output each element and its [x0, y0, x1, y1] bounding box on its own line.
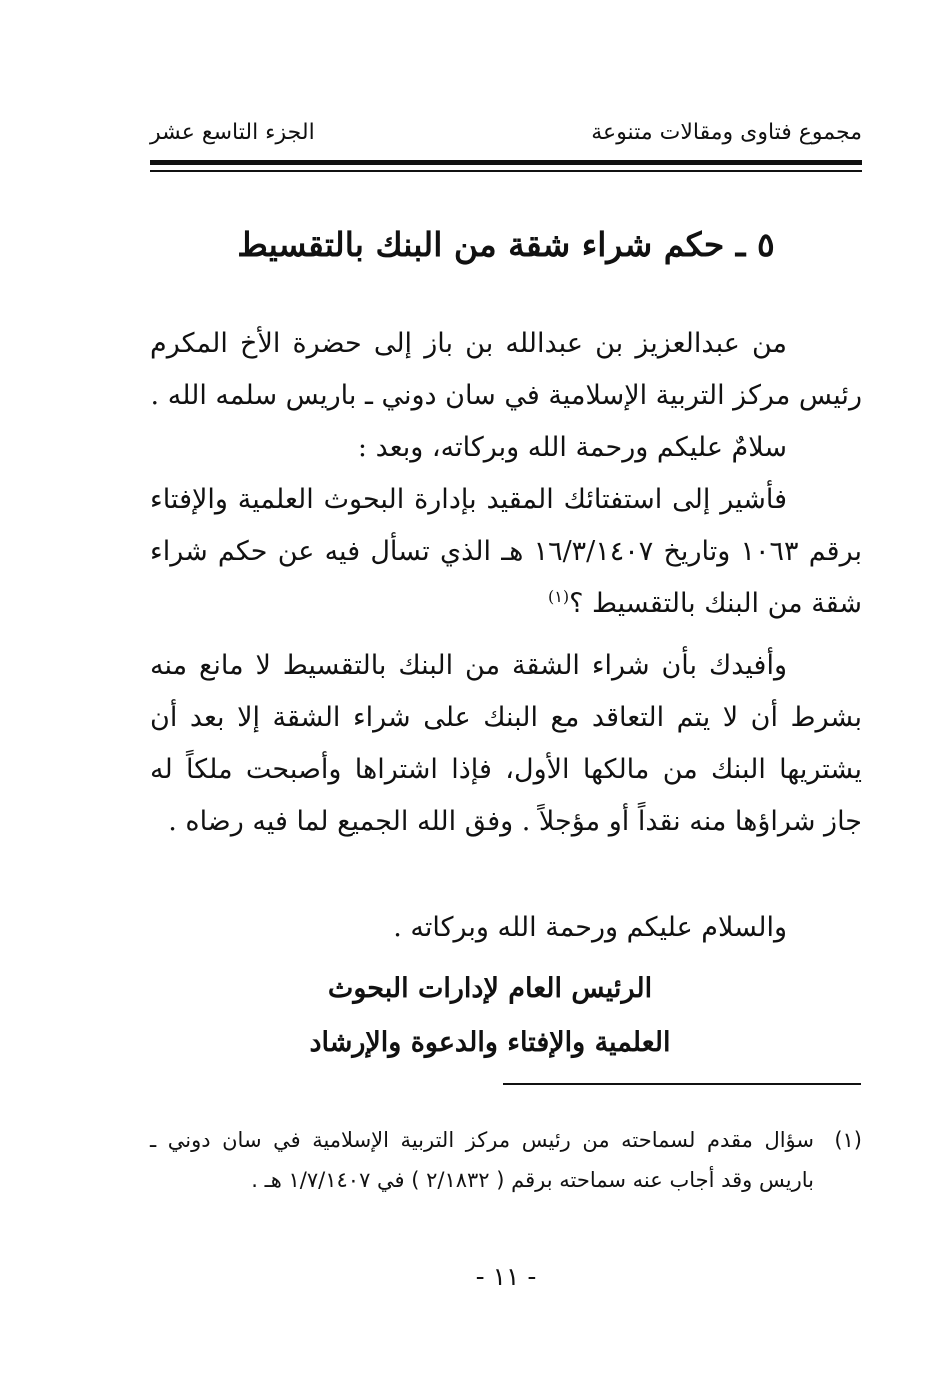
header-rule-thin [150, 170, 862, 172]
book-title: مجموع فتاوى ومقالات متنوعة [591, 120, 862, 145]
paragraph-address: من عبدالعزيز بن عبدالله بن باز إلى حضرة الأخ المكرم رئيس مركز التربية الإسلامية في سان دوني ـ باريس سلمه الله . [150, 328, 862, 411]
section-title: ٥ ـ حكم شراء شقة من البنك بالتقسيط [237, 225, 775, 264]
closing-salutation: والسلام عليكم ورحمة الله وبركاته . [393, 912, 787, 943]
footnote-separator [503, 1083, 861, 1085]
paragraph-answer: وأفيدك بأن شراء الشقة من البنك بالتقسيط لا مانع منه بشرط أن لا يتم التعاقد مع البنك على شراء الشقة إلا بعد أن يشتريها البنك من مالكها الأول، فإذا اشتراها وأصبحت ملكاً له جاز شراؤها منه نقداً أو مؤجلاً . وفق الله الجميع لما فيه رضاه . [150, 650, 862, 837]
footnote-text: سؤال مقدم لسماحته من رئيس مركز التربية الإسلامية في سان دوني ـ باريس وقد أجاب عنه سماحته برقم ( ٢/١٨٣٢ ) في ١/٧/١٤٠٧ هـ . [150, 1128, 814, 1192]
footnote [150, 1120, 862, 1200]
paragraph-greeting: سلامٌ عليكم ورحمة الله وبركاته، وبعد : [357, 432, 787, 463]
question-text: فأشير إلى استفتائك المقيد بإدارة البحوث العلمية والإفتاء برقم ١٠٦٣ وتاريخ ١٦/٣/١٤٠٧ هـ الذي تسأل فيه عن حكم شراء شقة من البنك بالتقسيط ؟ [150, 484, 862, 619]
signature-line-2: العلمية والإفتاء والدعوة والإرشاد [309, 1027, 671, 1058]
running-header [150, 120, 862, 160]
volume-label: الجزء التاسع عشر [150, 120, 315, 145]
signature-block [280, 962, 700, 1070]
header-rule-thick [150, 160, 862, 165]
letter-body [150, 318, 862, 848]
page-number: - ١١ - [475, 1262, 537, 1291]
signature-line-1: الرئيس العام لإدارات البحوث [327, 973, 653, 1004]
paragraph-question [150, 474, 862, 630]
footnote-reference[interactable]: (١) [548, 587, 570, 606]
footnote-number: (١) [834, 1128, 862, 1152]
